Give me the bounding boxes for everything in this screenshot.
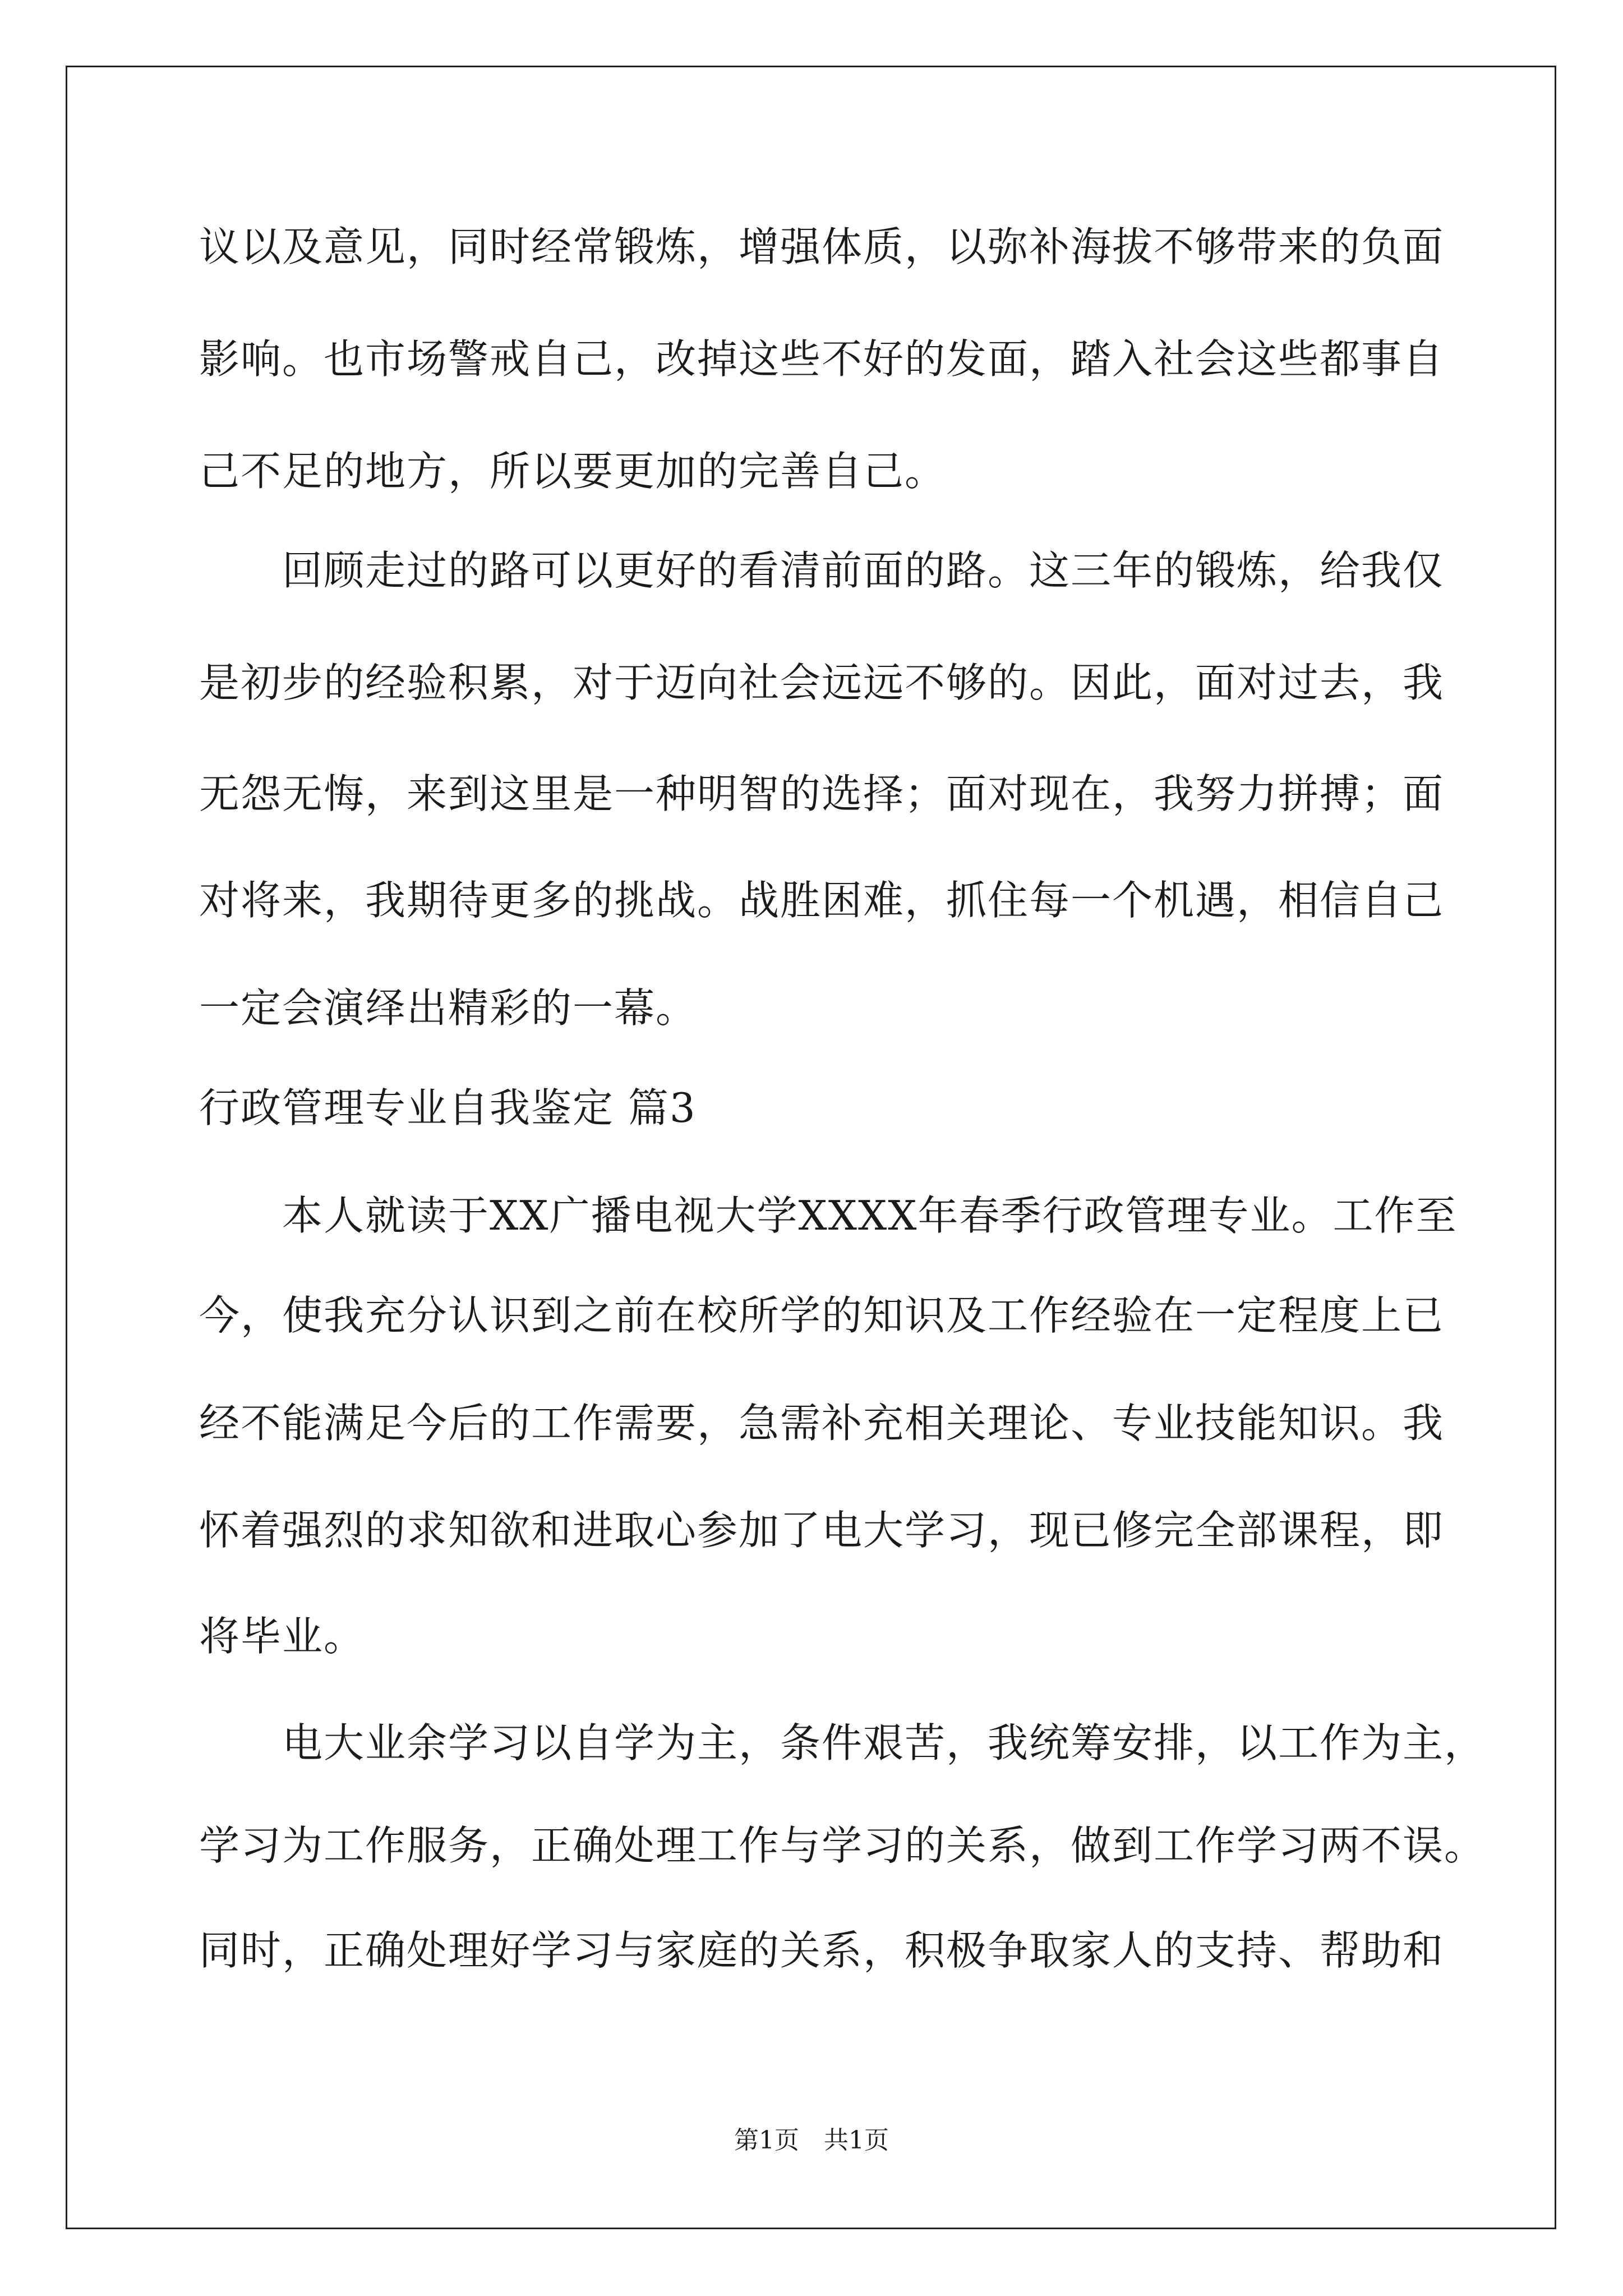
page-footer: 第1页 共1页 (734, 2126, 889, 2155)
page-border (66, 66, 1556, 2229)
text-line: 回顾走过的路可以更好的看清前面的路。这三年的锻炼，给我仅 (199, 547, 1445, 594)
text-line: 是初步的经验积累，对于迈向社会远远不够的。因此，面对过去，我 (199, 659, 1445, 706)
text-line: 己不足的地方，所以要更加的完善自己。 (199, 448, 947, 495)
text-line: 今，使我充分认识到之前在校所学的知识及工作经验在一定程度上已 (199, 1292, 1445, 1339)
text-line: 学习为工作服务，正确处理工作与学习的关系，做到工作学习两不误。 (199, 1822, 1486, 1869)
text-line: 一定会演绎出精彩的一幕。 (199, 984, 698, 1032)
text-line: 无怨无悔，来到这里是一种明智的选择；面对现在，我努力拼搏；面 (199, 770, 1445, 817)
text-line: 议以及意见，同时经常锻炼，增强体质，以弥补海拔不够带来的负面 (199, 223, 1445, 270)
text-line: 影响。也市场警戒自己，改掉这些不好的发面，踏入社会这些都事自 (199, 335, 1445, 383)
text-line: 经不能满足今后的工作需要，急需补充相关理论、专业技能知识。我 (199, 1400, 1445, 1447)
section-heading: 行政管理专业自我鉴定 篇3 (199, 1084, 697, 1131)
text-line: 将毕业。 (199, 1613, 366, 1660)
text-line: 本人就读于XX广播电视大学XXXX年春季行政管理专业。工作至 (199, 1192, 1458, 1239)
text-line: 怀着强烈的求知欲和进取心参加了电大学习，现已修完全部课程，即 (199, 1507, 1445, 1554)
text-line: 电大业余学习以自学为主，条件艰苦，我统筹安排，以工作为主， (199, 1719, 1486, 1766)
text-line: 对将来，我期待更多的挑战。战胜困难，抓住每一个机遇，相信自己 (199, 877, 1445, 924)
text-line: 同时，正确处理好学习与家庭的关系，积极争取家人的支持、帮助和 (199, 1927, 1445, 1974)
